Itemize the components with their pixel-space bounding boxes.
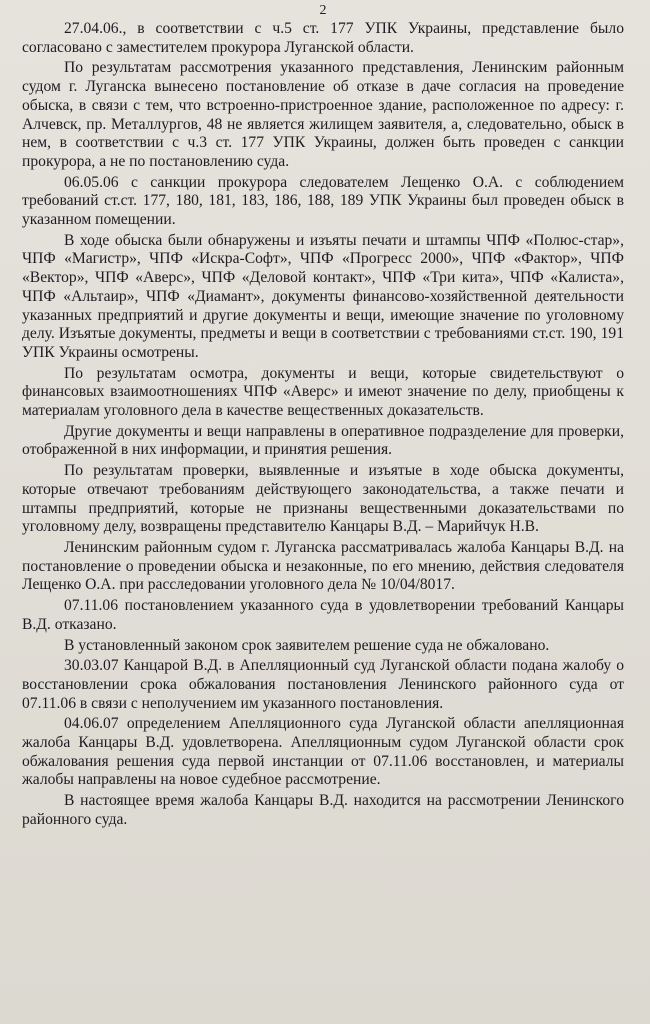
paragraph: 30.03.07 Канцарой В.Д. в Апелляционный суд Луганской области подана жалобу о восстановлении срока обжалования постановления Ленинского районного суда от 07.11.06 в связи с неполучением им указанного постановления. bbox=[22, 657, 624, 712]
paragraph: По результатам осмотра, документы и вещи, которые свидетельствуют о финансовых взаимоотношениях ЧПФ «Аверс» и имеют значение по делу, приобщены к материалам уголовного дела в качестве вещественных доказательств. bbox=[22, 364, 624, 420]
paragraph: 04.06.07 определением Апелляционного суда Луганской области апелляционная жалоба Канцары В.Д. удовлетворена. Апелляционным судом Луганской области срок обжалования решения суда первой инстанции от 07.11.06 восстановлен, и материалы жалобы направлены на новое судебное рассмотрение. bbox=[22, 715, 624, 789]
paragraph: По результатам рассмотрения указанного представления, Ленинским районным судом г. Луганска вынесено постановление об отказе в даче согласия на проведение обыска, в связи с тем, что встроенно-пристроенное здание, расположенное по адресу: г. Алчевск, пр. Металлургов, 48 не является жилищем заявителя, а, следовательно, обыск в нем, в соответствии с ч.3 ст. 177 УПК Украины, должен быть проведен с санкции прокурора, а не по постановлению суда. bbox=[22, 59, 624, 170]
paragraph: В настоящее время жалоба Канцары В.Д. находится на рассмотрении Ленинского районного суда. bbox=[22, 792, 624, 828]
paragraph: В ходе обыска были обнаружены и изъяты печати и штампы ЧПФ «Полюс-стар», ЧПФ «Магистр», ЧПФ «Искра-Софт», ЧПФ «Прогресс 2000», ЧПФ «Фактор», ЧПФ «Вектор», ЧПФ «Аверс», ЧПФ «Деловой контакт», ЧПФ «Три кита», ЧПФ «Калиста», ЧПФ «Альтаир», ЧПФ «Диамант», документы финансово-хозяйственной деятельности указанных предприятий и другие документы и вещи, имеющие значение по уголовному делу. Изъятые документы, предметы и вещи в соответствии с требованиями ст.ст. 190, 191 УПК Украины осмотрены. bbox=[22, 231, 624, 361]
paragraph: Другие документы и вещи направлены в оперативное подразделение для проверки, отображенной в них информации, и принятия решения. bbox=[22, 422, 624, 459]
document-body bbox=[22, 20, 624, 830]
paragraph: По результатам проверки, выявленные и изъятые в ходе обыска документы, которые отвечают требованиям действующего законодательства, а также печати и штампы предприятий, которые не признаны вещественными доказательствами по уголовному делу, возвращены представителю Канцары В.Д. – Марийчук Н.В. bbox=[22, 462, 624, 536]
paragraph: В установленный законом срок заявителем решение суда не обжаловано. bbox=[64, 636, 550, 654]
page-number: 2 bbox=[319, 3, 327, 18]
paragraph: Ленинским районным судом г. Луганска рассматривалась жалоба Канцары В.Д. на постановление о проведении обыска и незаконные, по его мнению, действия следователя Лещенко О.А. при расследовании уголовного дела № 10/04/8017. bbox=[22, 538, 624, 594]
paragraph: 07.11.06 постановлением указанного суда в удовлетворении требований Канцары В.Д. отказано. bbox=[22, 597, 624, 633]
paragraph: 06.05.06 с санкции прокурора следователем Лещенко О.А. с соблюдением требований ст.ст. 177, 180, 181, 183, 186, 188, 189 УПК Украины был проведен обыск в указанном помещении. bbox=[22, 173, 624, 229]
paragraph: 27.04.06., в соответствии с ч.5 ст. 177 УПК Украины, представление было согласовано с заместителем прокурора Луганской области. bbox=[22, 20, 624, 56]
